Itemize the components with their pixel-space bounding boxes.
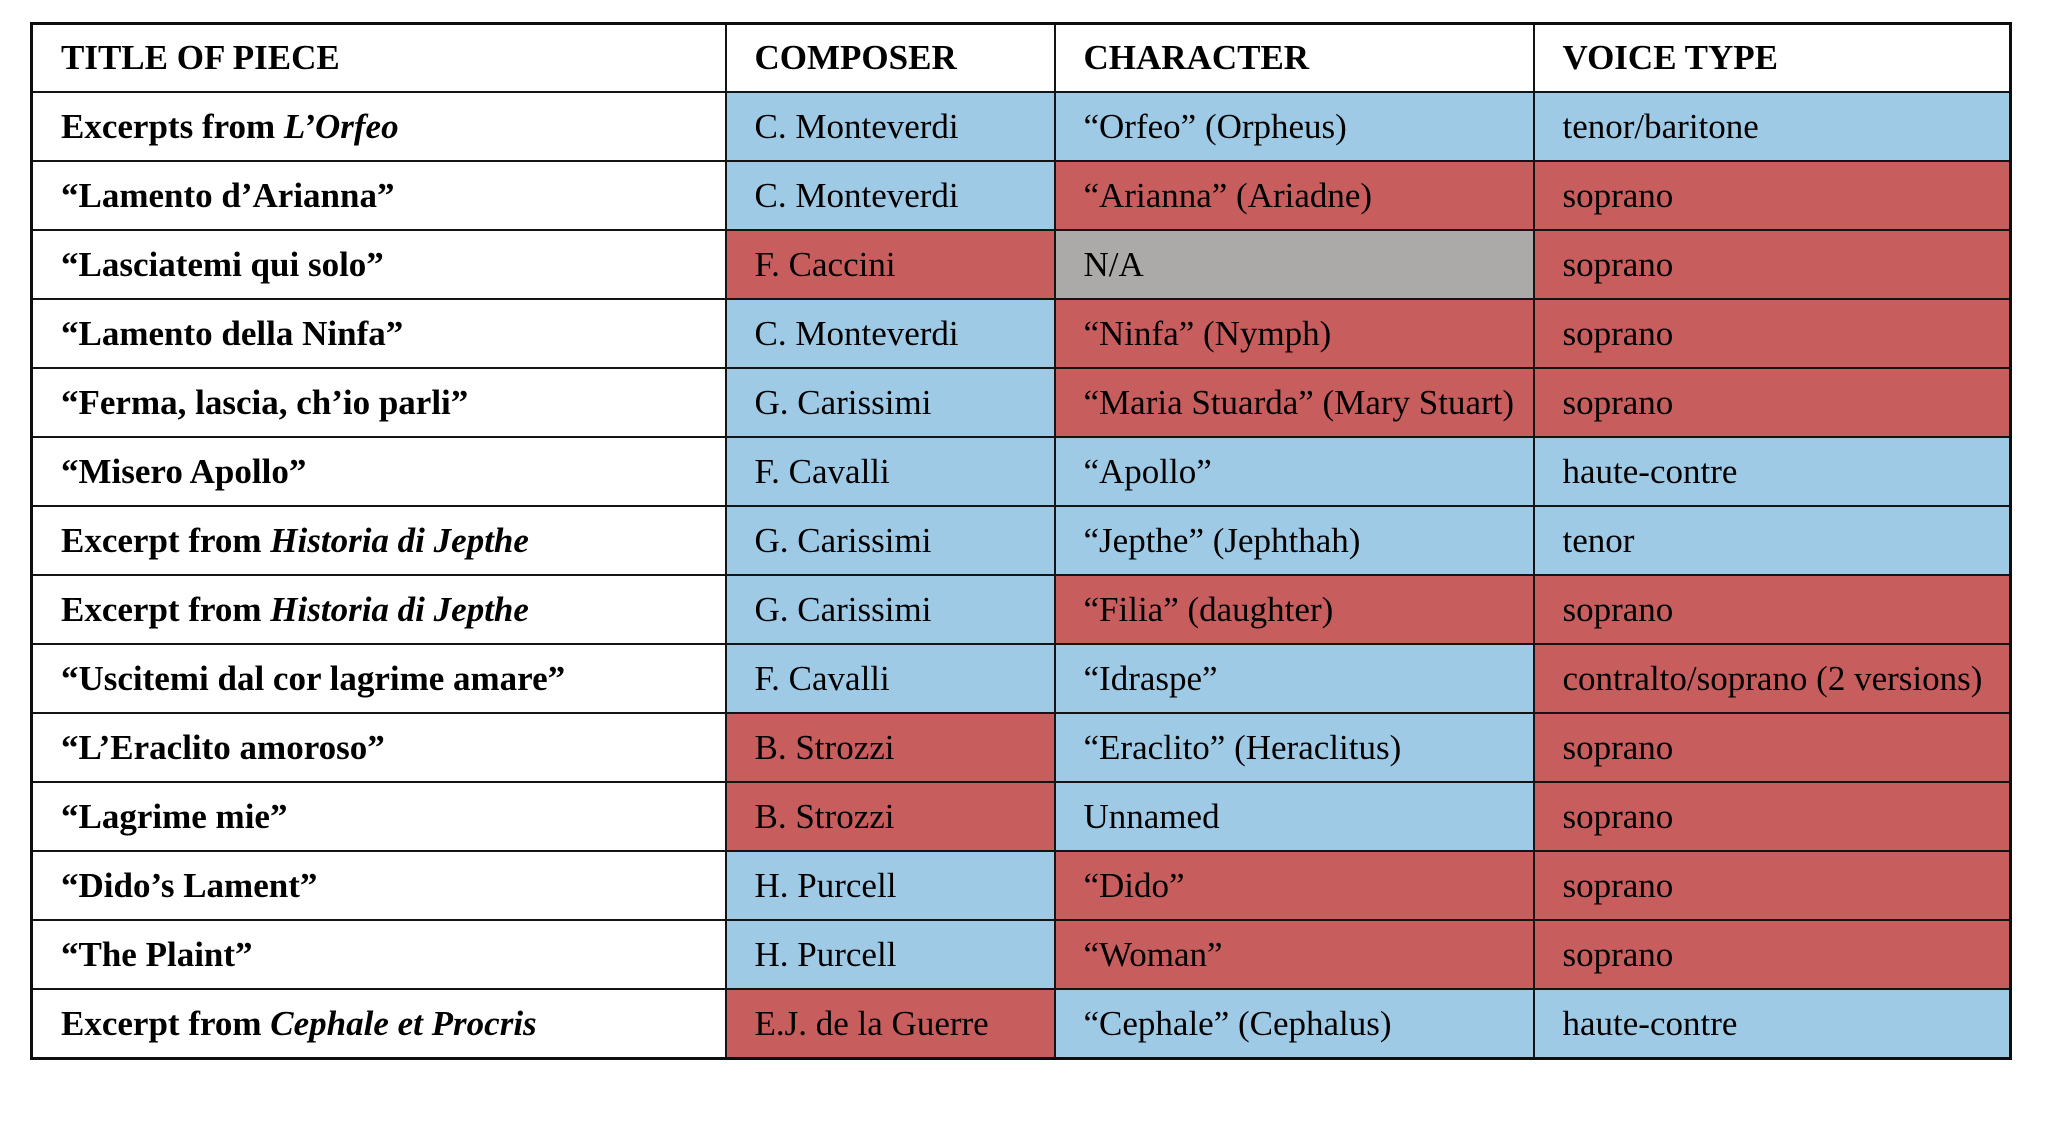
character-cell: “Ninfa” (Nymph) <box>1055 299 1534 368</box>
repertoire-table-container <box>30 22 2012 1060</box>
character-cell: “Idraspe” <box>1055 644 1534 713</box>
title-text-segment: “L’Eraclito amoroso” <box>61 727 385 767</box>
title-cell <box>32 644 726 713</box>
title-cell <box>32 920 726 989</box>
title-cell <box>32 368 726 437</box>
composer-cell: G. Carissimi <box>726 368 1055 437</box>
character-cell: “Cephale” (Cephalus) <box>1055 989 1534 1059</box>
voice-type-cell: soprano <box>1534 299 2011 368</box>
voice-type-cell: haute-contre <box>1534 437 2011 506</box>
composer-cell: G. Carissimi <box>726 506 1055 575</box>
voice-type-cell: haute-contre <box>1534 989 2011 1059</box>
voice-type-cell: soprano <box>1534 851 2011 920</box>
title-cell <box>32 506 726 575</box>
character-cell: “Woman” <box>1055 920 1534 989</box>
title-text-segment: “Uscitemi dal cor lagrime amare” <box>61 658 566 698</box>
title-italic-segment: Historia di Jepthe <box>270 520 529 560</box>
composer-cell: G. Carissimi <box>726 575 1055 644</box>
table-row <box>32 299 2011 368</box>
title-cell <box>32 782 726 851</box>
table-row <box>32 920 2011 989</box>
title-text-segment: “Lagrime mie” <box>61 796 288 836</box>
composer-cell: E.J. de la Guerre <box>726 989 1055 1059</box>
table-row <box>32 713 2011 782</box>
table-row <box>32 161 2011 230</box>
title-cell <box>32 437 726 506</box>
composer-cell: F. Cavalli <box>726 437 1055 506</box>
title-cell <box>32 161 726 230</box>
composer-cell: B. Strozzi <box>726 713 1055 782</box>
title-text-segment: Excerpt from <box>61 589 271 629</box>
title-text-segment: “The Plaint” <box>61 934 253 974</box>
composer-cell: F. Caccini <box>726 230 1055 299</box>
title-text-segment: “Lamento della Ninfa” <box>61 313 404 353</box>
title-italic-segment: Historia di Jepthe <box>270 589 529 629</box>
voice-type-cell: soprano <box>1534 713 2011 782</box>
table-row <box>32 575 2011 644</box>
voice-type-cell: soprano <box>1534 782 2011 851</box>
title-text-segment: Excerpts from <box>61 106 284 146</box>
composer-cell: F. Cavalli <box>726 644 1055 713</box>
composer-cell: C. Monteverdi <box>726 92 1055 161</box>
character-cell: “Dido” <box>1055 851 1534 920</box>
title-text-segment: Excerpt from <box>61 1003 271 1043</box>
title-cell <box>32 230 726 299</box>
table-row <box>32 437 2011 506</box>
composer-cell: H. Purcell <box>726 920 1055 989</box>
composer-cell: C. Monteverdi <box>726 299 1055 368</box>
title-italic-segment: L’Orfeo <box>283 106 399 146</box>
header-row <box>32 24 2011 93</box>
voice-type-cell: soprano <box>1534 575 2011 644</box>
header-voice-type: VOICE TYPE <box>1534 24 2011 93</box>
title-cell <box>32 851 726 920</box>
voice-type-cell: contralto/soprano (2 versions) <box>1534 644 2011 713</box>
character-cell: “Orfeo” (Orpheus) <box>1055 92 1534 161</box>
table-row <box>32 782 2011 851</box>
title-text-segment: “Lasciatemi qui solo” <box>61 244 384 284</box>
table-row <box>32 989 2011 1059</box>
title-text-segment: “Ferma, lascia, ch’io parli” <box>61 382 469 422</box>
title-cell <box>32 713 726 782</box>
title-text-segment: Excerpt from <box>61 520 271 560</box>
title-italic-segment: Cephale et Procris <box>270 1003 537 1043</box>
composer-cell: B. Strozzi <box>726 782 1055 851</box>
character-cell: “Eraclito” (Heraclitus) <box>1055 713 1534 782</box>
composer-cell: H. Purcell <box>726 851 1055 920</box>
voice-type-cell: soprano <box>1534 368 2011 437</box>
character-cell: “Maria Stuarda” (Mary Stuart) <box>1055 368 1534 437</box>
voice-type-cell: soprano <box>1534 920 2011 989</box>
table-row <box>32 368 2011 437</box>
repertoire-table <box>30 22 2012 1060</box>
character-cell: “Arianna” (Ariadne) <box>1055 161 1534 230</box>
voice-type-cell: tenor <box>1534 506 2011 575</box>
header-character: CHARACTER <box>1055 24 1534 93</box>
table-row <box>32 644 2011 713</box>
title-text-segment: “Lamento d’Arianna” <box>61 175 395 215</box>
table-row <box>32 851 2011 920</box>
character-cell: N/A <box>1055 230 1534 299</box>
table-row <box>32 92 2011 161</box>
character-cell: “Apollo” <box>1055 437 1534 506</box>
title-cell <box>32 92 726 161</box>
table-row <box>32 230 2011 299</box>
character-cell: “Filia” (daughter) <box>1055 575 1534 644</box>
table-body <box>32 92 2011 1059</box>
voice-type-cell: soprano <box>1534 161 2011 230</box>
voice-type-cell: soprano <box>1534 230 2011 299</box>
voice-type-cell: tenor/baritone <box>1534 92 2011 161</box>
table-row <box>32 506 2011 575</box>
header-title-of-piece: TITLE OF PIECE <box>32 24 726 93</box>
title-text-segment: “Misero Apollo” <box>61 451 307 491</box>
title-cell <box>32 299 726 368</box>
character-cell: Unnamed <box>1055 782 1534 851</box>
composer-cell: C. Monteverdi <box>726 161 1055 230</box>
header-composer: COMPOSER <box>726 24 1055 93</box>
title-cell <box>32 575 726 644</box>
title-text-segment: “Dido’s Lament” <box>61 865 318 905</box>
title-cell <box>32 989 726 1059</box>
character-cell: “Jepthe” (Jephthah) <box>1055 506 1534 575</box>
